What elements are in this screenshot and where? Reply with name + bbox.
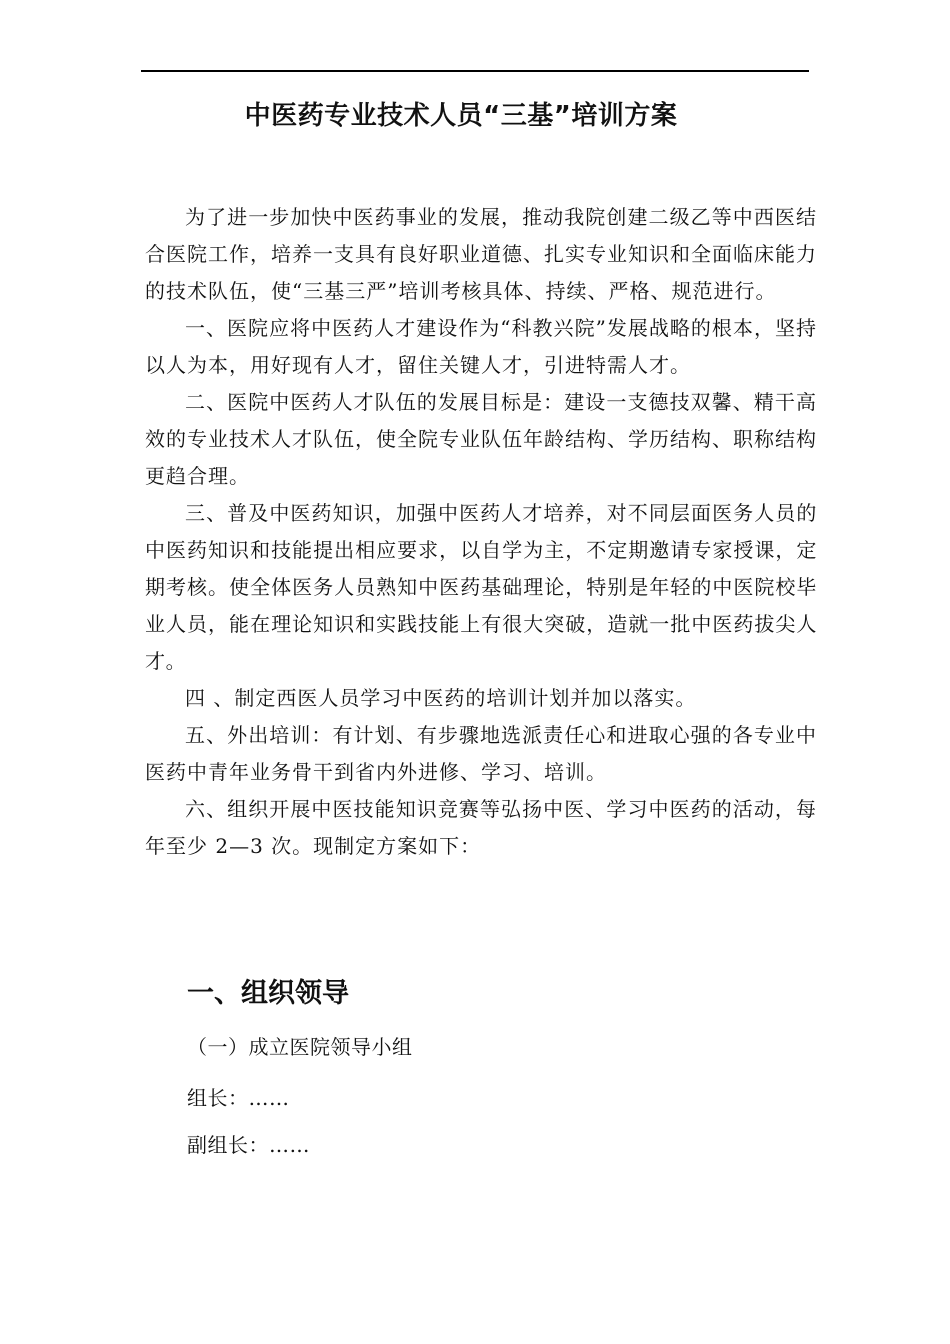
intro-paragraph: 为了进一步加快中医药事业的发展，推动我院创建二级乙等中西医结合医院工作，培养一支具有良好职业道德、扎实专业知识和全面临床能力的技术队伍，使“三基三严”培训考核具体、持续、严格、规范进行。 bbox=[145, 205, 817, 303]
paragraph-3: 三、普及中医药知识，加强中医药人才培养，对不同层面医务人员的中医药知识和技能提出相应要求，以自学为主，不定期邀请专家授课，定期考核。使全体医务人员熟知中医药基础理论，特别是年轻的中医院校毕业人员，能在理论知识和实践技能上有很大突破，造就一批中医药拔尖人才。 bbox=[145, 501, 817, 673]
paragraph-4: 四 、制定西医人员学习中医药的培训计划并加以落实。 bbox=[185, 686, 697, 710]
leader-line: 组长：…… bbox=[187, 1086, 290, 1110]
document-title: 中医药专业技术人员“三基”培训方案 bbox=[244, 101, 678, 131]
deputy-leader-line: 副组长：…… bbox=[187, 1133, 310, 1157]
subsection-heading: （一）成立医院领导小组 bbox=[187, 1035, 413, 1059]
paragraph-1: 一、医院应将中医药人才建设作为“科教兴院”发展战略的根本，坚持以人为本，用好现有人才，留住关键人才，引进特需人才。 bbox=[145, 316, 817, 377]
paragraph-2: 二、医院中医药人才队伍的发展目标是：建设一支德技双馨、精干高效的专业技术人才队伍，使全院专业队伍年龄结构、学历结构、职称结构更趋合理。 bbox=[145, 390, 817, 488]
paragraph-6: 六、组织开展中医技能知识竞赛等弘扬中医、学习中医药的活动，每年至少 2—3 次。现制定方案如下： bbox=[145, 797, 817, 858]
section-heading-organization: 一、组织领导 bbox=[187, 978, 349, 1009]
header-rule bbox=[141, 70, 809, 72]
document-body bbox=[145, 199, 817, 865]
paragraph-5: 五、外出培训：有计划、有步骤地选派责任心和进取心强的各专业中医药中青年业务骨干到省内外进修、学习、培训。 bbox=[145, 723, 817, 784]
